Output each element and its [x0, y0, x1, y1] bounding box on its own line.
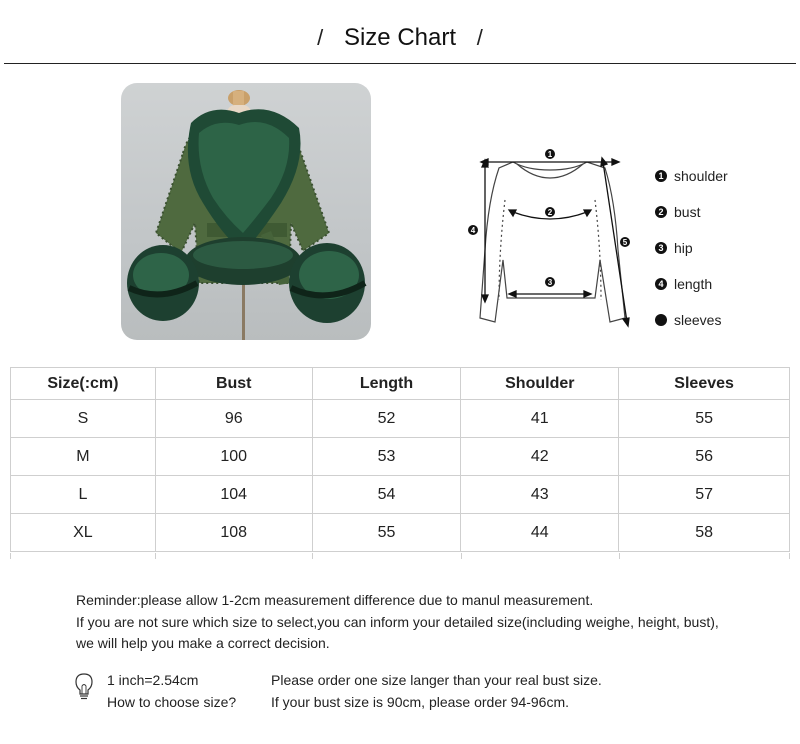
jacket-illustration [121, 83, 371, 340]
table-row [11, 476, 790, 514]
page-title [0, 24, 800, 52]
marker-1: 1 [547, 150, 553, 159]
legend-item-hip [655, 230, 795, 266]
reminder-line-3: we will help you make a correct decision. [76, 635, 330, 651]
table-bottom-edge [10, 553, 790, 559]
legend-bullet [655, 314, 667, 326]
cell-size: M [11, 438, 156, 476]
advice-line-1: Please order one size langer than your real bust size. [271, 672, 602, 688]
measurement-legend [655, 158, 795, 338]
cell-size: S [11, 400, 156, 438]
cell-length: 54 [312, 476, 461, 514]
header-bust: Bust [155, 368, 312, 400]
cell-bust: 104 [155, 476, 312, 514]
table-row [11, 438, 790, 476]
marker-2: 2 [547, 208, 553, 217]
table-row [11, 514, 790, 552]
measurement-diagram [455, 140, 645, 340]
title-slash-right: / [476, 25, 483, 50]
legend-item-length [655, 266, 795, 302]
cell-size: XL [11, 514, 156, 552]
reminder-text [76, 590, 719, 655]
cell-length: 52 [312, 400, 461, 438]
legend-item-bust [655, 194, 795, 230]
legend-number: 4 [655, 278, 667, 290]
cell-bust: 96 [155, 400, 312, 438]
reminder-line-1: Reminder:please allow 1-2cm measurement difference due to manul measurement. [76, 592, 594, 608]
cell-shoulder: 44 [461, 514, 619, 552]
header-divider [4, 63, 796, 64]
garment-outline-diagram [455, 140, 645, 340]
reminder-line-2: If you are not sure which size to select,you can inform your detailed size(including weighe, height, bust), [76, 613, 719, 630]
legend-number: 1 [655, 170, 667, 182]
table-header-row [11, 368, 790, 400]
cell-sleeves: 56 [619, 438, 790, 476]
marker-4: 4 [470, 226, 476, 235]
header [0, 0, 800, 64]
advice-line-2: If your bust size is 90cm, please order 94-96cm. [271, 694, 570, 710]
cell-sleeves: 57 [619, 476, 790, 514]
header-length: Length [312, 368, 461, 400]
lightbulb-icon [74, 672, 94, 702]
size-tips-left [107, 669, 236, 713]
product-photo [121, 83, 371, 340]
cell-shoulder: 41 [461, 400, 619, 438]
legend-label: bust [674, 204, 701, 220]
legend-label: sleeves [674, 312, 722, 328]
cell-bust: 108 [155, 514, 312, 552]
cell-length: 53 [312, 438, 461, 476]
cell-sleeves: 58 [619, 514, 790, 552]
legend-item-shoulder [655, 158, 795, 194]
header-shoulder: Shoulder [461, 368, 619, 400]
table-row [11, 400, 790, 438]
legend-item-sleeves [655, 302, 795, 338]
cell-shoulder: 42 [461, 438, 619, 476]
title-text: Size Chart [343, 24, 457, 51]
header-size: Size(:cm) [11, 368, 156, 400]
cell-bust: 100 [155, 438, 312, 476]
legend-number: 2 [655, 206, 667, 218]
legend-label: shoulder [674, 168, 728, 184]
inch-conversion: 1 inch=2.54cm [107, 672, 199, 688]
title-slash-left: / [317, 25, 324, 50]
legend-label: hip [674, 240, 693, 256]
cell-length: 55 [312, 514, 461, 552]
header-sleeves: Sleeves [619, 368, 790, 400]
cell-size: L [11, 476, 156, 514]
cell-shoulder: 43 [461, 476, 619, 514]
how-to-choose: How to choose size? [107, 694, 237, 710]
marker-3: 3 [547, 278, 553, 287]
cell-sleeves: 55 [619, 400, 790, 438]
legend-label: length [674, 276, 713, 292]
size-tips-right [271, 669, 602, 713]
size-table [10, 367, 790, 552]
marker-5: 5 [622, 238, 628, 247]
legend-number: 3 [655, 242, 667, 254]
